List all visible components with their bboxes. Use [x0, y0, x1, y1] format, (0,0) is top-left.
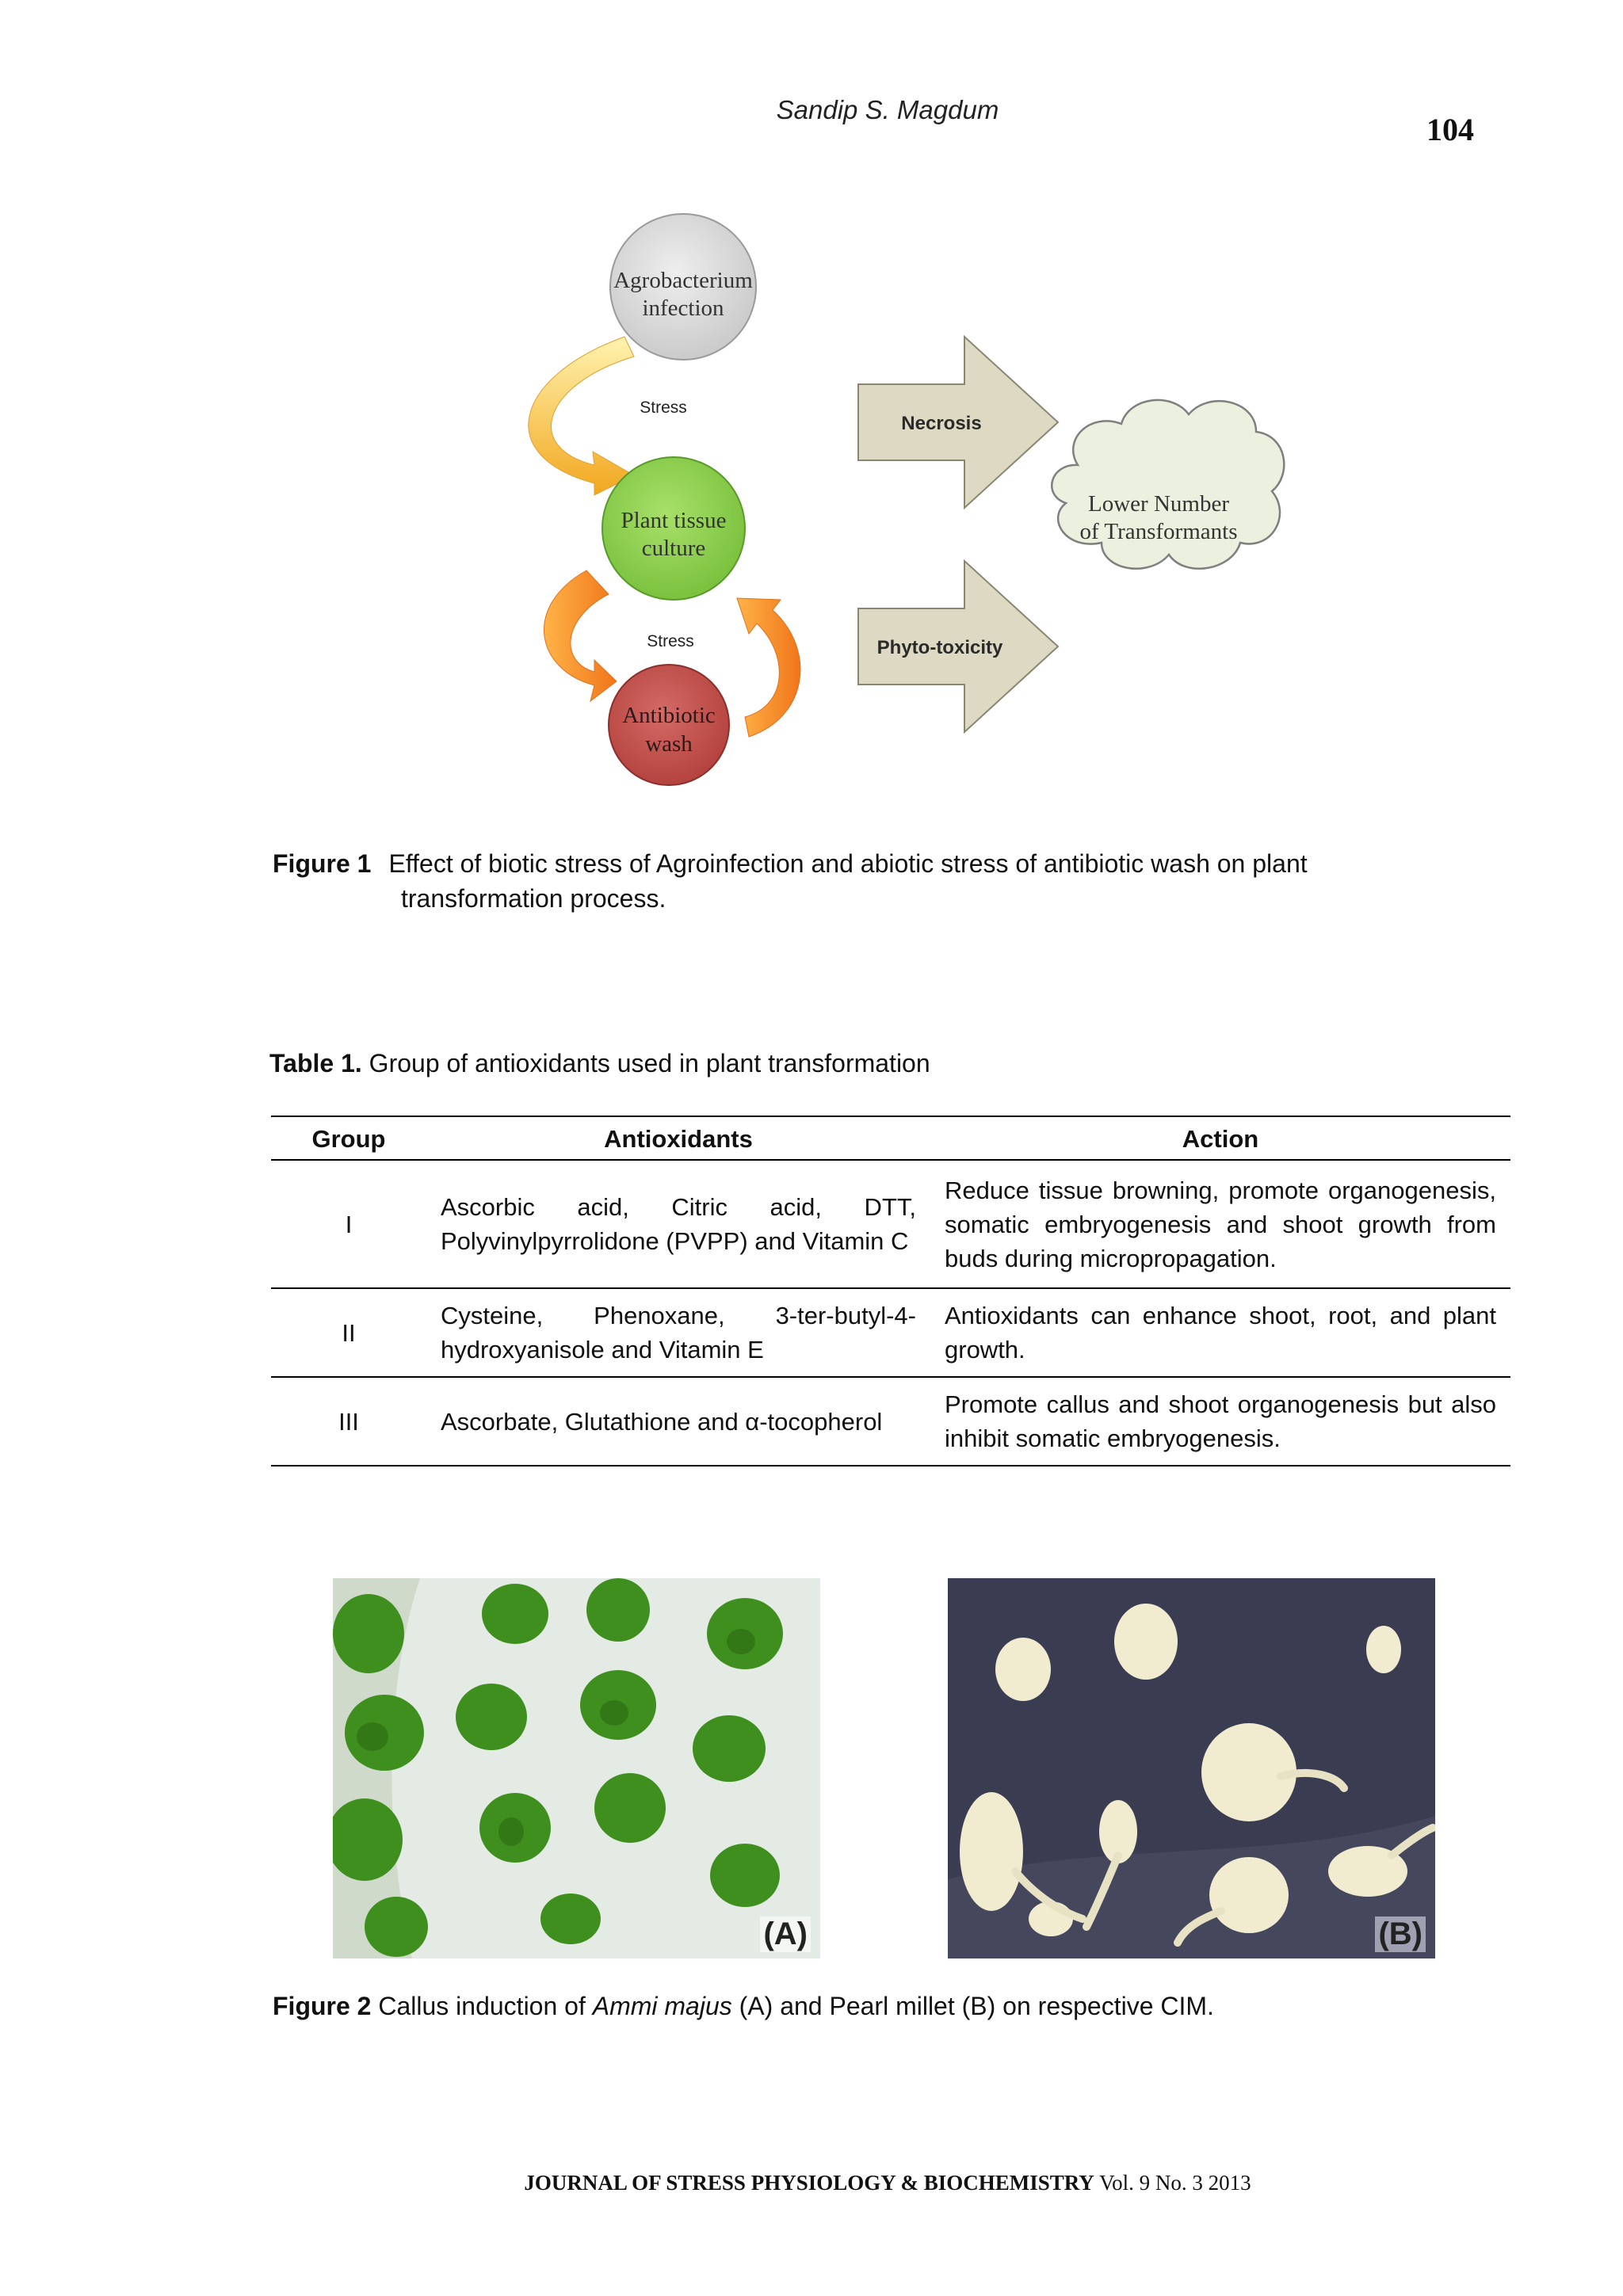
photo-a-label: (A) — [760, 1917, 811, 1952]
table-header-row — [271, 1116, 1510, 1160]
figure-2-caption-species: Ammi majus — [592, 1992, 732, 2020]
table-1-title-text: Group of antioxidants used in plant transformation — [369, 1049, 930, 1077]
figure-1-caption-text: Effect of biotic stress of Agroinfection and abiotic stress of antibiotic wash on plant — [388, 849, 1308, 878]
journal-name: JOURNAL OF STRESS PHYSIOLOGY & BIOCHEMISTRY — [524, 2171, 1094, 2195]
figure-1-caption-continuation: transformation process. — [401, 884, 666, 913]
photo-a-illustration — [333, 1578, 820, 1958]
agro-label-line1: Agrobacterium — [613, 268, 753, 293]
header-antioxidants: Antioxidants — [426, 1116, 930, 1160]
orange-right-arrow — [737, 598, 800, 737]
photo-b-pearl-millet-callus — [948, 1578, 1435, 1958]
cell-antioxidants: Ascorbic acid, Citric acid, DTT, Polyvinylpyrrolidone (PVPP) and Vitamin C — [426, 1160, 930, 1288]
table-row — [271, 1288, 1510, 1377]
anti-label-line2: wash — [645, 731, 693, 757]
header-action: Action — [930, 1116, 1510, 1160]
necrosis-label: Necrosis — [901, 413, 982, 434]
cloud-label-line1: Lower Number — [1088, 491, 1229, 517]
anti-label-line1: Antibiotic — [622, 703, 716, 728]
journal-footer — [0, 2171, 1623, 2195]
page-number: 104 — [1426, 112, 1474, 147]
plant-label-line1: Plant tissue — [621, 508, 727, 533]
figure-2-caption-post: (A) and Pearl millet (B) on respective CIM. — [739, 1992, 1214, 2020]
header-group: Group — [271, 1116, 426, 1160]
figure-1-caption — [273, 846, 1509, 916]
table-1-label: Table 1. — [269, 1049, 362, 1077]
orange-left-arrow — [544, 570, 617, 701]
cell-action: Promote callus and shoot organogenesis but also inhibit somatic embryogenesis. — [930, 1377, 1510, 1466]
cell-group: II — [271, 1288, 426, 1377]
table-1-title — [269, 1046, 930, 1081]
photo-b-illustration — [948, 1578, 1435, 1958]
cell-antioxidants: Cysteine, Phenoxane, 3-ter-butyl-4-hydroxyanisole and Vitamin E — [426, 1288, 930, 1377]
cell-action: Reduce tissue browning, promote organogenesis, somatic embryogenesis and shoot growth from buds during micropropagation. — [930, 1160, 1510, 1288]
stress-label-top: Stress — [640, 399, 687, 417]
cell-action: Antioxidants can enhance shoot, root, and plant growth. — [930, 1288, 1510, 1377]
cell-group: I — [271, 1160, 426, 1288]
antioxidants-table — [271, 1116, 1510, 1466]
running-header-author: Sandip S. Magdum — [776, 95, 999, 124]
cell-group: III — [271, 1377, 426, 1466]
journal-issue: Vol. 9 No. 3 2013 — [1099, 2171, 1251, 2195]
figure-2-caption-label: Figure 2 — [273, 1992, 372, 2020]
yellow-curved-arrow — [529, 337, 634, 495]
cell-antioxidants: Ascorbate, Glutathione and α-tocopherol — [426, 1377, 930, 1466]
table-row — [271, 1377, 1510, 1466]
phyto-toxicity-label: Phyto-toxicity — [876, 637, 1003, 658]
figure-1-diagram — [475, 210, 1316, 812]
photo-b-label: (B) — [1375, 1917, 1426, 1952]
stress-label-bottom: Stress — [647, 632, 694, 650]
photo-a-ammi-majus-callus — [333, 1578, 820, 1958]
figure-1-caption-label: Figure 1 — [273, 849, 372, 878]
cloud-label-line2: of Transformants — [1079, 519, 1238, 544]
agro-label-line2: infection — [642, 296, 724, 321]
figure-2-caption-pre: Callus induction of — [378, 1992, 586, 2020]
figure-2-caption — [273, 1989, 1214, 2023]
table-row — [271, 1160, 1510, 1288]
plant-label-line2: culture — [641, 536, 706, 561]
